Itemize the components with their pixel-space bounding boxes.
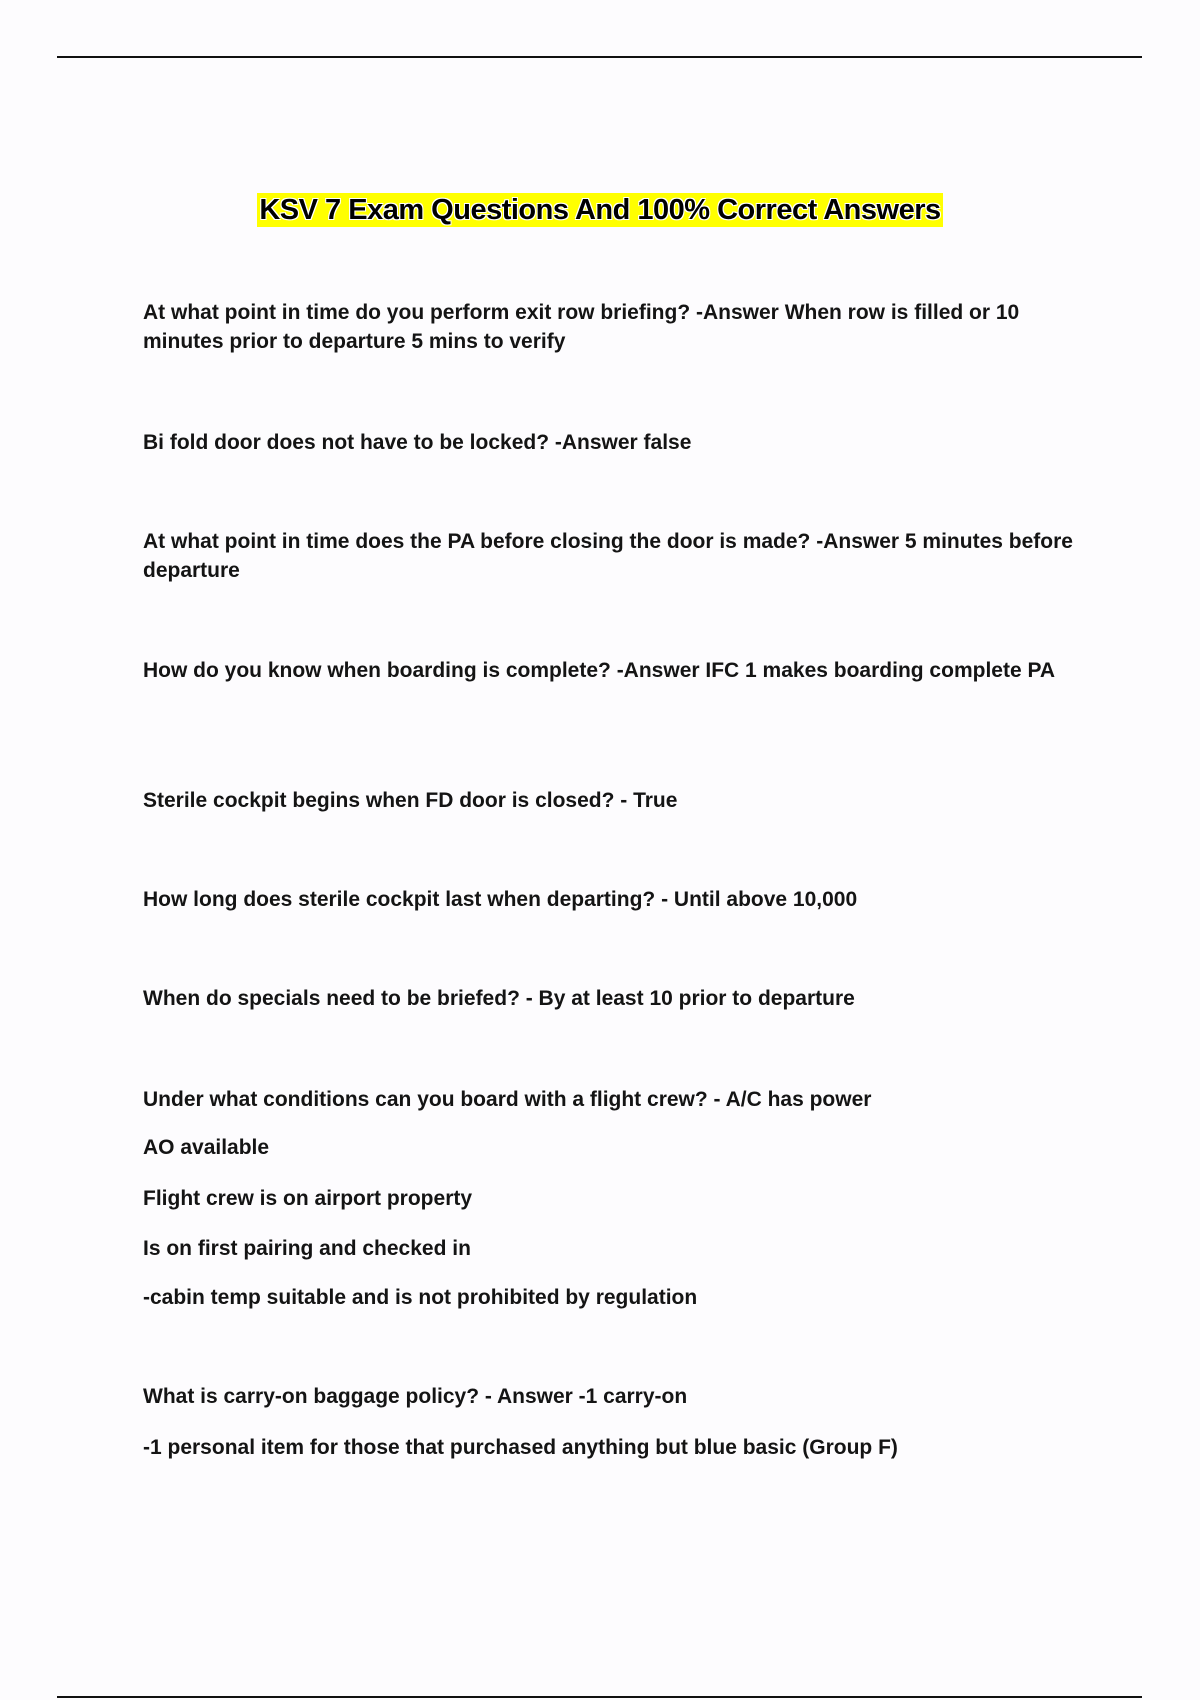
qa-list-item: -cabin temp suitable and is not prohibited by regulation <box>143 1286 698 1309</box>
qa-bi-fold-door: Bi fold door does not have to be locked? -Answer false <box>143 431 692 454</box>
qa-pa-before-closing-door: At what point in time does the PA before closing the door is made? -Answer 5 minutes before departure <box>143 530 1073 582</box>
qa-board-with-flight-crew: Under what conditions can you board with a flight crew? - A/C has power <box>143 1088 872 1111</box>
qa-sterile-cockpit-begins: Sterile cockpit begins when FD door is closed? - True <box>143 789 678 812</box>
qa-list-item: Is on first pairing and checked in <box>143 1237 471 1260</box>
header-rule <box>57 56 1142 58</box>
qa-boarding-complete: How do you know when boarding is complete? -Answer IFC 1 makes boarding complete PA <box>143 659 1056 682</box>
qa-specials-briefing: When do specials need to be briefed? - By at least 10 prior to departure <box>143 987 855 1010</box>
qa-sterile-cockpit-duration: How long does sterile cockpit last when departing? - Until above 10,000 <box>143 888 858 911</box>
footer-rule <box>57 1696 1142 1698</box>
qa-list-item: Flight crew is on airport property <box>143 1187 473 1210</box>
qa-list-item: -1 personal item for those that purchased anything but blue basic (Group F) <box>143 1436 898 1459</box>
qa-exit-row-briefing: At what point in time do you perform exit row briefing? -Answer When row is filled or 10 minutes prior to departure 5 mins to verify <box>143 301 1020 353</box>
title-container <box>0 193 1200 227</box>
document-title: KSV 7 Exam Questions And 100% Correct Answers <box>259 194 941 226</box>
qa-carry-on-policy: What is carry-on baggage policy? - Answer -1 carry-on <box>143 1385 688 1408</box>
qa-list-item: AO available <box>143 1136 270 1159</box>
